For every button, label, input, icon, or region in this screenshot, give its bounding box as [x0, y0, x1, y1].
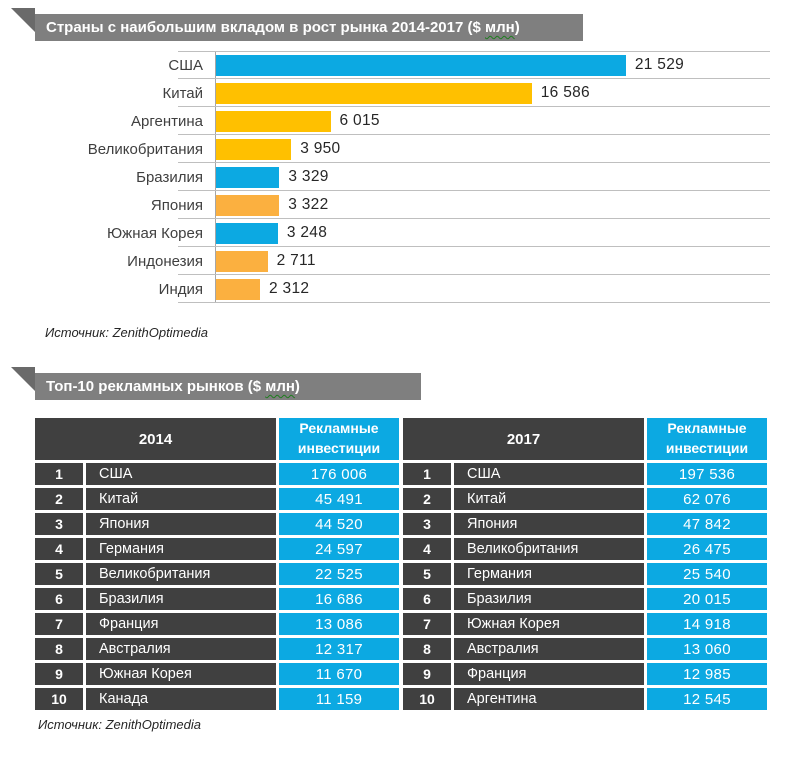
bar-track — [215, 275, 770, 303]
value-label: 3 329 — [288, 168, 329, 185]
category-label: Бразилия — [136, 168, 203, 186]
banner-title-text: Страны с наибольшим вкладом в рост рынка 2014-2017 ($ — [46, 19, 486, 36]
country-cell: Великобритания — [86, 563, 276, 585]
bar-track — [215, 79, 770, 107]
value-cell: 12 985 — [647, 663, 767, 685]
country-cell: Канада — [86, 688, 276, 710]
rank-cell: 8 — [403, 638, 451, 660]
chart-row — [35, 163, 770, 191]
value-cell: 24 597 — [279, 538, 399, 560]
bar-track — [215, 191, 770, 219]
table-section-banner — [35, 373, 421, 400]
table-2014 — [35, 418, 399, 710]
country-cell: Австралия — [454, 638, 644, 660]
rank-cell: 10 — [35, 688, 83, 710]
value-cell: 45 491 — [279, 488, 399, 510]
bar — [216, 139, 291, 160]
value-cell: 197 536 — [647, 463, 767, 485]
bar — [216, 111, 331, 132]
source-note: Источник: ZenithOptimedia — [38, 717, 201, 732]
value-label: 3 322 — [288, 196, 329, 213]
value-cell: 62 076 — [647, 488, 767, 510]
bar — [216, 279, 260, 300]
banner-title-squiggle-word: млн — [265, 378, 295, 395]
value-cell: 11 159 — [279, 688, 399, 710]
chart-row — [35, 79, 770, 107]
chart-row — [35, 247, 770, 275]
rank-cell: 6 — [403, 588, 451, 610]
rank-cell: 1 — [35, 463, 83, 485]
category-label: Япония — [150, 196, 203, 214]
country-cell: Бразилия — [86, 588, 276, 610]
value-cell: 26 475 — [647, 538, 767, 560]
rank-cell: 7 — [35, 613, 83, 635]
rank-cell: 1 — [403, 463, 451, 485]
chart-row — [35, 275, 770, 303]
country-cell: Южная Корея — [454, 613, 644, 635]
country-cell: Япония — [454, 513, 644, 535]
country-cell: Франция — [454, 663, 644, 685]
value-cell: 12 545 — [647, 688, 767, 710]
rank-cell: 6 — [35, 588, 83, 610]
country-cell: Япония — [86, 513, 276, 535]
value-label: 2 312 — [269, 280, 310, 297]
chart-row — [35, 51, 770, 79]
bar — [216, 83, 532, 104]
value-cell: 176 006 — [279, 463, 399, 485]
rank-cell: 9 — [35, 663, 83, 685]
category-label: Индия — [158, 280, 203, 298]
country-cell: Франция — [86, 613, 276, 635]
chart-section-banner — [35, 14, 583, 41]
year-header: 2014 — [35, 418, 276, 460]
bar-track — [215, 163, 770, 191]
rank-cell: 5 — [403, 563, 451, 585]
category-label: Южная Корея — [107, 224, 203, 242]
bar-track — [215, 107, 770, 135]
bar-track — [215, 219, 770, 247]
category-label: Индонезия — [127, 252, 203, 270]
bar-chart — [35, 51, 770, 303]
country-cell: Германия — [86, 538, 276, 560]
country-cell: США — [86, 463, 276, 485]
category-label: США — [168, 56, 203, 74]
rank-cell: 2 — [35, 488, 83, 510]
value-cell: 12 317 — [279, 638, 399, 660]
rank-cell: 10 — [403, 688, 451, 710]
value-cell: 13 086 — [279, 613, 399, 635]
value-label: 21 529 — [634, 56, 685, 73]
banner-title-suffix: ) — [514, 19, 520, 36]
rank-cell: 4 — [35, 538, 83, 560]
value-label: 16 586 — [540, 84, 590, 101]
bar-track — [215, 135, 770, 163]
rank-cell: 4 — [403, 538, 451, 560]
category-label: Китай — [162, 84, 203, 102]
bar-track — [215, 51, 770, 79]
country-cell: Австралия — [86, 638, 276, 660]
value-cell: 44 520 — [279, 513, 399, 535]
value-cell: 13 060 — [647, 638, 767, 660]
chart-row — [35, 191, 770, 219]
banner-title-text: Топ-10 рекламных рынков ($ — [46, 378, 266, 395]
country-cell: Южная Корея — [86, 663, 276, 685]
value-label: 3 248 — [286, 224, 328, 241]
country-cell: Китай — [454, 488, 644, 510]
value-cell: 25 540 — [647, 563, 767, 585]
rank-cell: 9 — [403, 663, 451, 685]
value-cell: 22 525 — [279, 563, 399, 585]
bar — [216, 223, 278, 244]
category-label: Аргентина — [131, 112, 203, 130]
bar — [216, 195, 279, 216]
value-label: 2 711 — [276, 252, 316, 269]
bar — [216, 167, 279, 188]
value-column-header: Рекламные инвестиции — [647, 418, 767, 460]
rank-cell: 5 — [35, 563, 83, 585]
country-cell: Германия — [454, 563, 644, 585]
chart-row — [35, 107, 770, 135]
bar — [216, 55, 626, 76]
chart-row — [35, 219, 770, 247]
value-label: 6 015 — [339, 112, 380, 129]
value-cell: 16 686 — [279, 588, 399, 610]
rank-cell: 3 — [35, 513, 83, 535]
value-label: 3 950 — [300, 140, 341, 157]
bar — [216, 251, 268, 272]
value-cell: 14 918 — [647, 613, 767, 635]
value-cell: 20 015 — [647, 588, 767, 610]
rank-cell: 2 — [403, 488, 451, 510]
banner-title-suffix: ) — [294, 378, 300, 395]
top10-tables — [35, 418, 786, 710]
rank-cell: 3 — [403, 513, 451, 535]
chart-row — [35, 135, 770, 163]
country-cell: Аргентина — [454, 688, 644, 710]
value-cell: 47 842 — [647, 513, 767, 535]
country-cell: Китай — [86, 488, 276, 510]
value-cell: 11 670 — [279, 663, 399, 685]
table-2017 — [403, 418, 767, 710]
country-cell: США — [454, 463, 644, 485]
source-note: Источник: ZenithOptimedia — [45, 325, 208, 340]
rank-cell: 7 — [403, 613, 451, 635]
value-column-header: Рекламные инвестиции — [279, 418, 399, 460]
country-cell: Великобритания — [454, 538, 644, 560]
bar-track — [215, 247, 770, 275]
category-label: Великобритания — [87, 140, 203, 158]
banner-title-squiggle-word: млн — [485, 19, 515, 36]
rank-cell: 8 — [35, 638, 83, 660]
country-cell: Бразилия — [454, 588, 644, 610]
year-header: 2017 — [403, 418, 644, 460]
